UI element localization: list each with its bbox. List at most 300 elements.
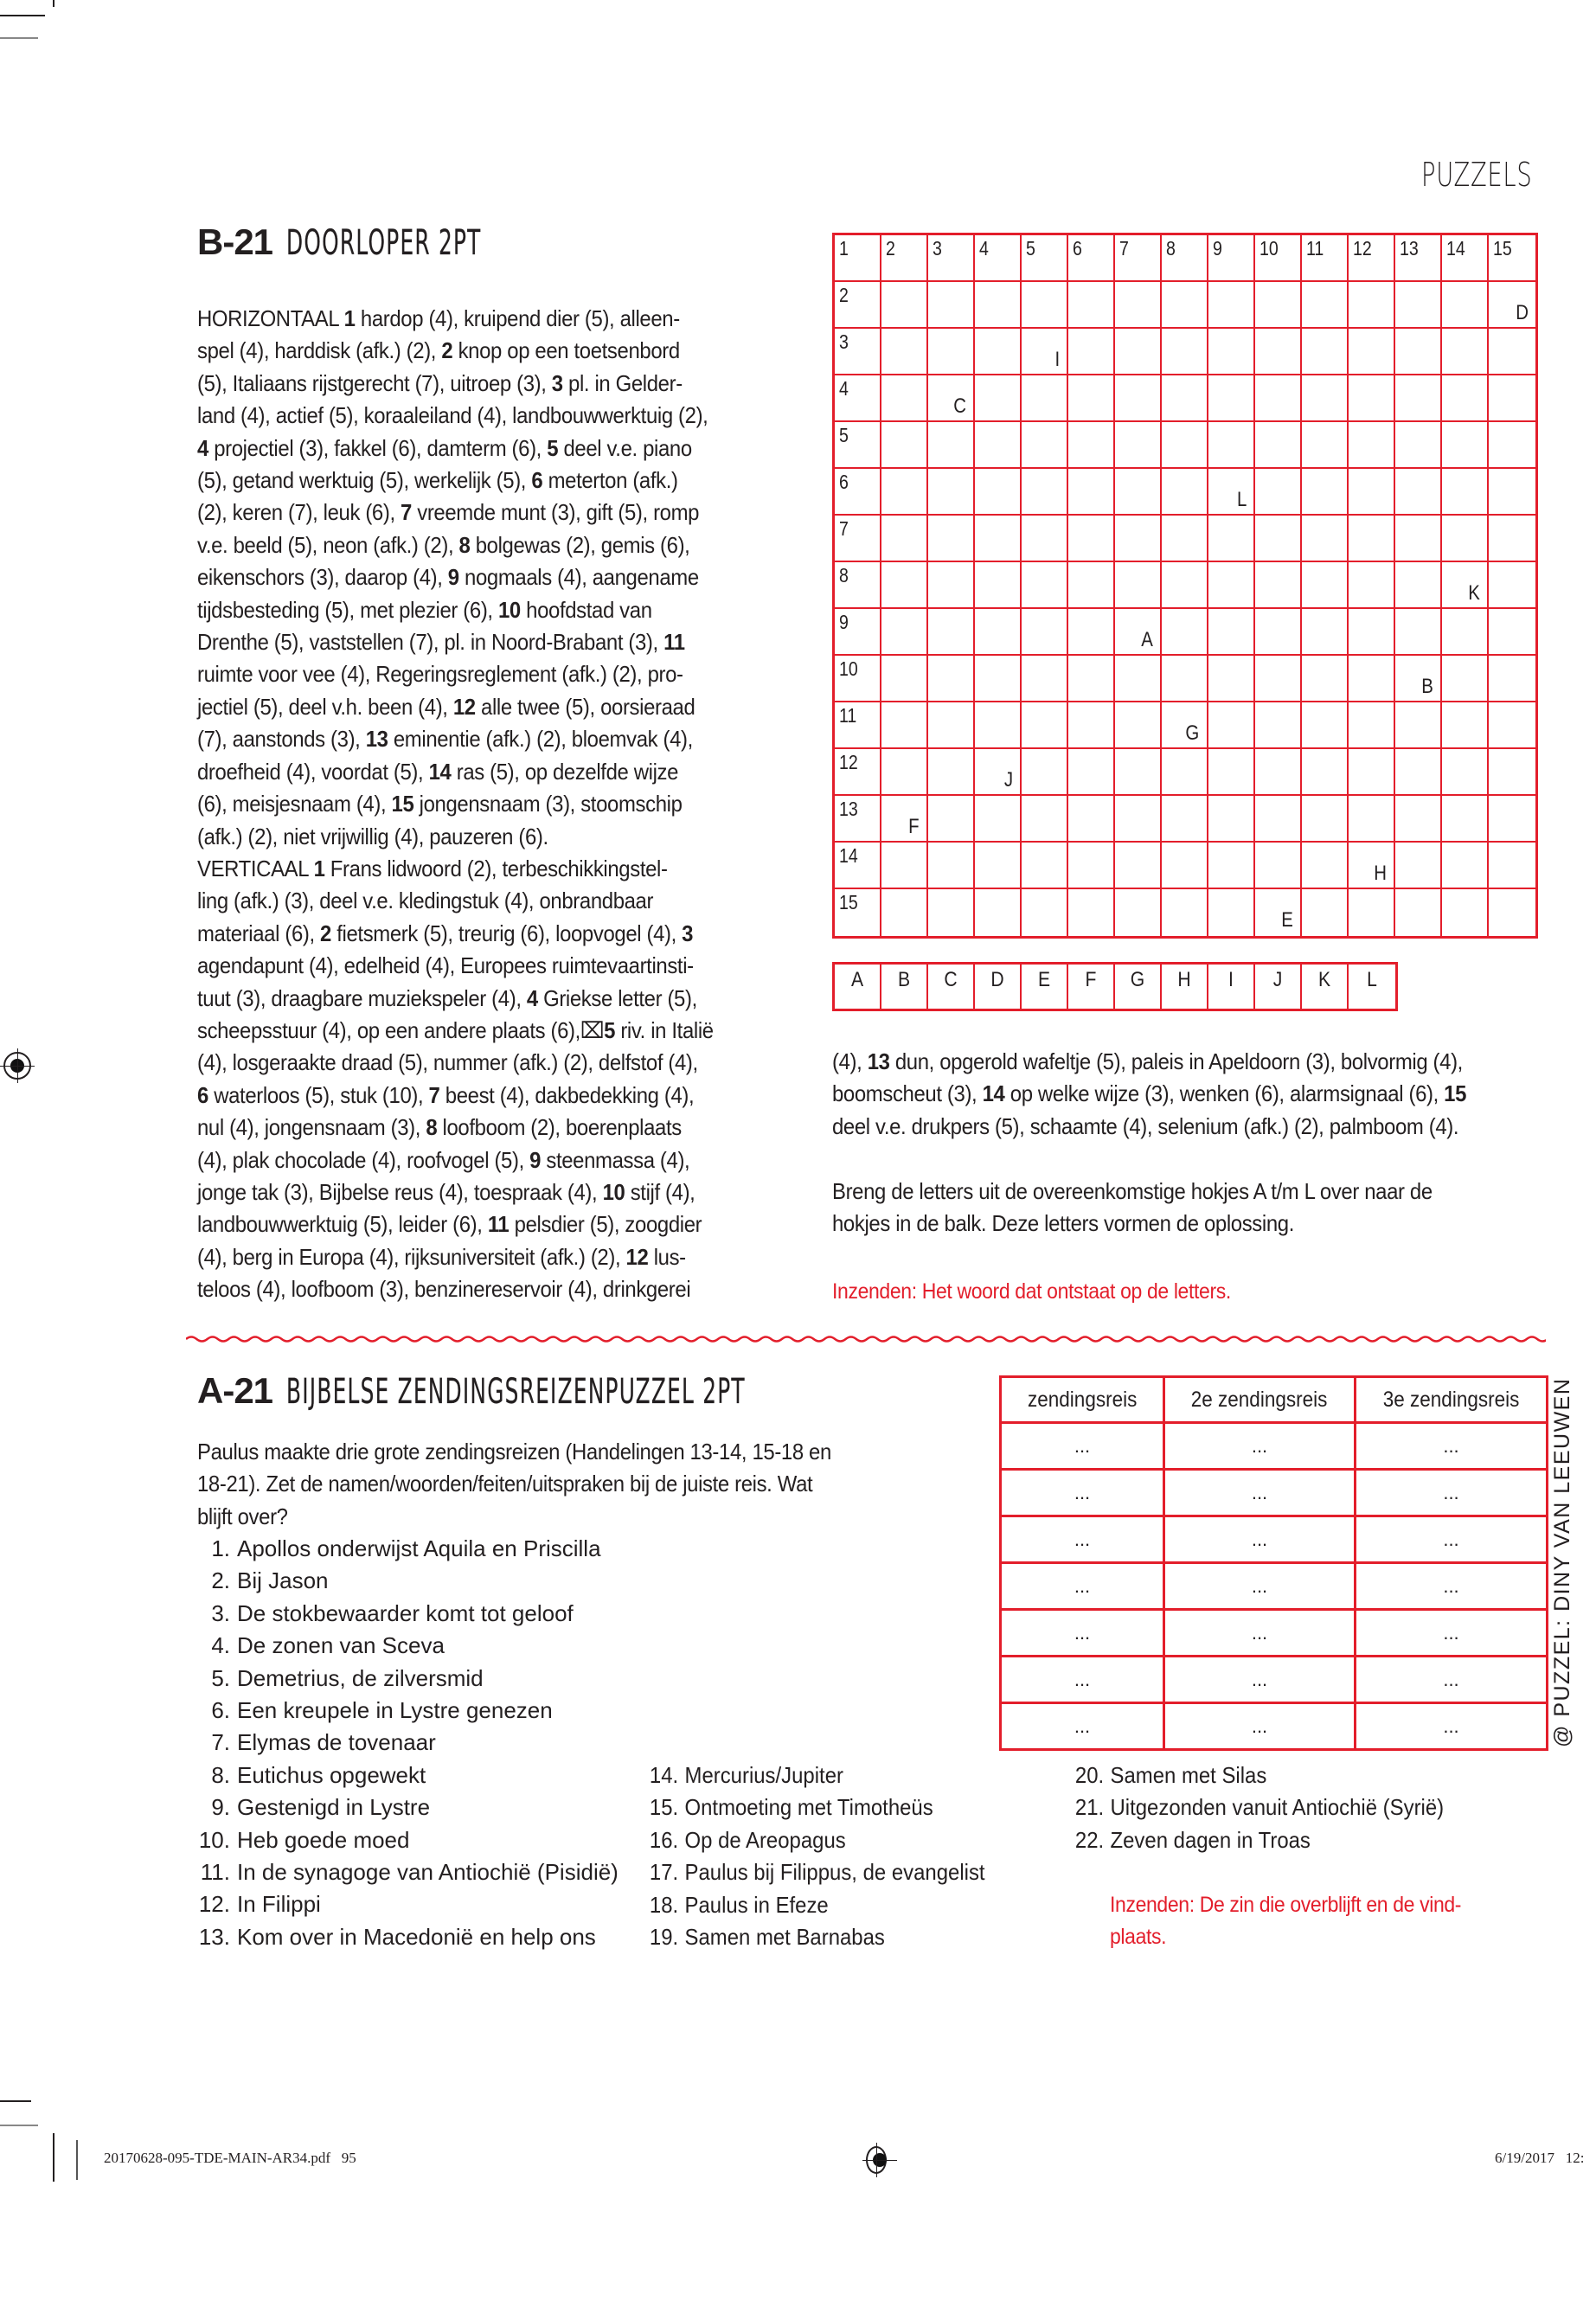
grid-cell[interactable]	[1489, 656, 1535, 702]
clue-line: (4), 13 dun, opgerold wafeltje (5), paleis in Apeldoorn (3), bolvormig (4),	[832, 1048, 1463, 1074]
grid-cell[interactable]	[1068, 282, 1115, 329]
grid-cell[interactable]	[1115, 702, 1162, 749]
grid-cell[interactable]	[1349, 889, 1395, 936]
grid-cell[interactable]	[835, 749, 881, 796]
clue-number: 7	[401, 499, 412, 526]
grid-cell[interactable]	[1442, 749, 1489, 796]
grid-cell[interactable]	[1255, 843, 1302, 889]
answer-cell[interactable]	[975, 965, 1022, 1009]
grid-cell[interactable]	[928, 843, 975, 889]
grid-cell[interactable]	[1255, 656, 1302, 702]
grid-cell[interactable]	[1022, 843, 1068, 889]
grid-cell[interactable]	[1395, 609, 1442, 656]
grid-cell[interactable]	[1489, 562, 1535, 609]
puzzle-credit: @ PUZZEL: DINY VAN LEEUWEN	[1550, 1377, 1574, 1747]
grid-cell[interactable]	[1302, 422, 1349, 469]
grid-cell[interactable]	[1302, 889, 1349, 936]
instruction-line: Breng de letters uit de overeenkomstige hokjes A t/m L over naar de	[832, 1178, 1433, 1204]
answer-cell[interactable]	[1022, 965, 1068, 1009]
answer-slot[interactable]: ...	[1356, 1610, 1548, 1657]
grid-cell[interactable]	[1022, 889, 1068, 936]
grid-cell[interactable]	[1208, 235, 1255, 282]
grid-cell[interactable]	[1255, 796, 1302, 843]
grid-cell[interactable]	[1162, 749, 1208, 796]
grid-cell[interactable]	[881, 469, 928, 516]
grid-cell[interactable]	[1115, 235, 1162, 282]
clue-number: 8	[458, 531, 471, 558]
grid-cell[interactable]	[1349, 843, 1395, 889]
grid-cell[interactable]	[1395, 469, 1442, 516]
grid-cell[interactable]	[1208, 375, 1255, 422]
answer-cell-letter: D	[990, 968, 1004, 991]
answer-slot[interactable]: ...	[1356, 1563, 1548, 1610]
grid-cell[interactable]	[1442, 282, 1489, 329]
grid-cell[interactable]	[1442, 422, 1489, 469]
grid-number: 9	[839, 611, 849, 633]
grid-cell[interactable]	[835, 702, 881, 749]
grid-cell[interactable]	[975, 562, 1022, 609]
grid-cell[interactable]	[1162, 282, 1208, 329]
answer-slot[interactable]: ...	[1164, 1516, 1356, 1563]
grid-cell[interactable]	[1255, 562, 1302, 609]
grid-cell[interactable]	[1302, 282, 1349, 329]
grid-cell[interactable]	[975, 375, 1022, 422]
grid-cell[interactable]	[1068, 562, 1115, 609]
grid-cell[interactable]	[975, 702, 1022, 749]
grid-cell[interactable]	[1395, 235, 1442, 282]
grid-cell[interactable]	[1489, 422, 1535, 469]
grid-cell[interactable]	[1115, 843, 1162, 889]
grid-cell[interactable]	[1115, 375, 1162, 422]
grid-cell[interactable]	[1489, 702, 1535, 749]
grid-cell[interactable]	[1022, 469, 1068, 516]
grid-number: 8	[1166, 237, 1176, 260]
grid-cell[interactable]	[1489, 282, 1535, 329]
grid-cell[interactable]	[1208, 889, 1255, 936]
grid-cell[interactable]	[1442, 609, 1489, 656]
grid-cell[interactable]	[1255, 516, 1302, 562]
grid-cell[interactable]	[881, 562, 928, 609]
grid-cell[interactable]	[1255, 889, 1302, 936]
clue-line: agendapunt (4), edelheid (4), Europees ruimtevaartinsti-	[197, 952, 694, 979]
grid-cell[interactable]	[1489, 329, 1535, 375]
list-item-text: Zeven dagen in Troas	[1110, 1826, 1311, 1853]
grid-cell[interactable]	[1489, 469, 1535, 516]
grid-cell[interactable]	[1489, 749, 1535, 796]
answer-slot[interactable]: ...	[1356, 1423, 1548, 1470]
grid-cell[interactable]	[928, 562, 975, 609]
grid-cell[interactable]	[1022, 702, 1068, 749]
grid-cell[interactable]	[881, 749, 928, 796]
grid-cell[interactable]	[1068, 609, 1115, 656]
grid-cell[interactable]	[1022, 796, 1068, 843]
grid-cell[interactable]	[1395, 749, 1442, 796]
grid-cell[interactable]	[928, 656, 975, 702]
grid-cell[interactable]	[1162, 702, 1208, 749]
grid-cell[interactable]	[1162, 796, 1208, 843]
b21-header	[197, 221, 601, 263]
grid-cell[interactable]	[1068, 702, 1115, 749]
list-item-number: 22.	[1074, 1826, 1105, 1853]
grid-cell[interactable]	[1349, 562, 1395, 609]
grid-cell[interactable]	[1302, 656, 1349, 702]
grid-cell[interactable]	[835, 609, 881, 656]
grid-cell[interactable]	[1349, 516, 1395, 562]
grid-cell[interactable]	[1395, 702, 1442, 749]
grid-cell[interactable]	[1022, 609, 1068, 656]
grid-cell[interactable]	[1162, 375, 1208, 422]
grid-cell[interactable]	[975, 469, 1022, 516]
grid-cell[interactable]	[1162, 609, 1208, 656]
grid-cell[interactable]	[1022, 329, 1068, 375]
grid-cell[interactable]	[975, 329, 1022, 375]
grid-cell[interactable]	[1302, 609, 1349, 656]
a21-submit	[1110, 1889, 1461, 1954]
grid-cell[interactable]	[1115, 329, 1162, 375]
grid-cell[interactable]	[1395, 562, 1442, 609]
grid-cell[interactable]	[1208, 843, 1255, 889]
grid-cell[interactable]	[928, 889, 975, 936]
grid-cell[interactable]	[975, 516, 1022, 562]
grid-cell[interactable]	[1489, 796, 1535, 843]
list-item-text: Eutichus opgewekt	[237, 1761, 426, 1788]
grid-cell[interactable]	[881, 516, 928, 562]
grid-cell[interactable]	[1349, 796, 1395, 843]
grid-number: 9	[1213, 237, 1222, 260]
grid-cell[interactable]	[1068, 422, 1115, 469]
grid-cell[interactable]	[1349, 702, 1395, 749]
zendingsreis-table	[999, 1375, 1548, 1751]
grid-cell[interactable]	[975, 422, 1022, 469]
answer-cell[interactable]	[1162, 965, 1208, 1009]
grid-cell[interactable]	[1068, 749, 1115, 796]
grid-cell[interactable]	[1349, 375, 1395, 422]
grid-cell[interactable]	[1395, 843, 1442, 889]
grid-cell[interactable]	[1302, 843, 1349, 889]
grid-cell[interactable]	[1302, 235, 1349, 282]
grid-cell[interactable]	[1349, 749, 1395, 796]
answer-slot[interactable]: ...	[1001, 1703, 1164, 1750]
grid-cell[interactable]	[1208, 656, 1255, 702]
grid-cell[interactable]	[1162, 329, 1208, 375]
grid-cell[interactable]	[1302, 329, 1349, 375]
answer-cell-letter: F	[1085, 968, 1097, 991]
grid-cell[interactable]	[1115, 656, 1162, 702]
grid-cell[interactable]	[1115, 516, 1162, 562]
grid-cell[interactable]	[1115, 282, 1162, 329]
grid-cell[interactable]	[1162, 469, 1208, 516]
grid-cell[interactable]	[928, 469, 975, 516]
grid-cell[interactable]	[881, 796, 928, 843]
grid-cell[interactable]	[975, 796, 1022, 843]
list-item	[189, 1759, 619, 1791]
grid-number: 15	[839, 891, 858, 913]
grid-cell[interactable]	[1442, 469, 1489, 516]
answer-slot[interactable]: ...	[1164, 1703, 1356, 1750]
grid-cell[interactable]	[1302, 375, 1349, 422]
answer-slot[interactable]: ...	[1001, 1563, 1164, 1610]
grid-cell[interactable]	[1115, 609, 1162, 656]
grid-cell[interactable]	[1442, 562, 1489, 609]
grid-cell[interactable]	[835, 422, 881, 469]
grid-cell[interactable]	[1115, 749, 1162, 796]
grid-cell[interactable]	[1022, 656, 1068, 702]
grid-cell[interactable]	[1302, 702, 1349, 749]
grid-cell[interactable]	[1395, 516, 1442, 562]
grid-cell[interactable]	[1302, 516, 1349, 562]
answer-cell[interactable]	[1302, 965, 1349, 1009]
list-item-text: Kom over in Macedonië en help ons	[237, 1923, 596, 1950]
grid-cell[interactable]	[1349, 235, 1395, 282]
grid-cell[interactable]	[1255, 375, 1302, 422]
grid-cell[interactable]	[1442, 235, 1489, 282]
grid-cell[interactable]	[1489, 889, 1535, 936]
list-item	[640, 1759, 985, 1791]
grid-cell[interactable]	[835, 282, 881, 329]
grid-cell[interactable]	[835, 329, 881, 375]
table-row	[1001, 1657, 1548, 1703]
grid-cell[interactable]	[1068, 656, 1115, 702]
footer-timestamp: 6/19/2017 12:	[1495, 2150, 1585, 2166]
grid-cell[interactable]	[1489, 375, 1535, 422]
grid-cell[interactable]	[1395, 656, 1442, 702]
grid-cell[interactable]	[1395, 422, 1442, 469]
grid-cell[interactable]	[1115, 796, 1162, 843]
grid-cell[interactable]	[1255, 329, 1302, 375]
grid-cell[interactable]	[881, 422, 928, 469]
grid-cell[interactable]	[975, 282, 1022, 329]
grid-cell[interactable]	[1162, 516, 1208, 562]
grid-cell[interactable]	[1022, 375, 1068, 422]
grid-cell[interactable]	[881, 235, 928, 282]
grid-cell[interactable]	[1349, 609, 1395, 656]
grid-cell[interactable]	[881, 889, 928, 936]
grid-cell[interactable]	[1208, 796, 1255, 843]
grid-cell[interactable]	[1115, 469, 1162, 516]
grid-cell[interactable]	[1255, 702, 1302, 749]
grid-cell[interactable]	[835, 656, 881, 702]
grid-cell[interactable]	[1208, 469, 1255, 516]
grid-cell[interactable]	[1302, 469, 1349, 516]
clue-number: 6	[531, 467, 543, 494]
grid-cell[interactable]	[975, 843, 1022, 889]
grid-cell[interactable]	[1349, 656, 1395, 702]
grid-cell[interactable]	[1022, 282, 1068, 329]
grid-cell[interactable]	[1208, 282, 1255, 329]
list-item	[189, 1533, 619, 1565]
clue-line: Drenthe (5), vaststellen (7), pl. in Noord-Brabant (3), 11	[197, 629, 685, 656]
grid-number: 15	[1493, 237, 1512, 260]
answer-slot[interactable]: ...	[1164, 1610, 1356, 1657]
grid-cell[interactable]	[1068, 235, 1115, 282]
grid-cell[interactable]	[835, 889, 881, 936]
grid-cell[interactable]	[1068, 375, 1115, 422]
answer-slot[interactable]: ...	[1164, 1657, 1356, 1703]
answer-slot[interactable]: ...	[1356, 1657, 1548, 1703]
grid-cell[interactable]	[928, 702, 975, 749]
grid-cell[interactable]	[1068, 329, 1115, 375]
grid-cell[interactable]	[1255, 469, 1302, 516]
answer-cell[interactable]	[881, 965, 928, 1009]
grid-cell[interactable]	[835, 375, 881, 422]
answer-slot[interactable]: ...	[1164, 1563, 1356, 1610]
grid-cell[interactable]	[1068, 469, 1115, 516]
grid-cell[interactable]	[1442, 516, 1489, 562]
answer-cell[interactable]	[1349, 965, 1395, 1009]
answer-slot[interactable]: ...	[1356, 1516, 1548, 1563]
grid-cell[interactable]	[1208, 749, 1255, 796]
grid-cell[interactable]	[1302, 562, 1349, 609]
grid-cell[interactable]	[928, 749, 975, 796]
answer-cell[interactable]	[928, 965, 975, 1009]
grid-cell[interactable]	[1208, 422, 1255, 469]
grid-cell[interactable]	[1022, 562, 1068, 609]
grid-cell[interactable]	[928, 422, 975, 469]
grid-cell[interactable]	[881, 609, 928, 656]
grid-cell[interactable]	[1442, 796, 1489, 843]
grid-cell[interactable]	[928, 375, 975, 422]
grid-cell[interactable]	[975, 749, 1022, 796]
grid-cell[interactable]	[1395, 375, 1442, 422]
grid-cell[interactable]	[975, 609, 1022, 656]
answer-slot[interactable]: ...	[1001, 1470, 1164, 1516]
wavy-divider	[186, 1330, 1546, 1348]
grid-cell[interactable]	[975, 889, 1022, 936]
grid-cell[interactable]	[1022, 749, 1068, 796]
answer-slot[interactable]: ...	[1164, 1423, 1356, 1470]
list-item-number: 6.	[211, 1697, 230, 1724]
grid-cell[interactable]	[1349, 422, 1395, 469]
grid-key-letter: C	[952, 394, 966, 418]
grid-cell[interactable]	[1068, 843, 1115, 889]
grid-cell[interactable]	[881, 843, 928, 889]
intro-line: 18-21). Zet de namen/woorden/feiten/uitspraken bij de juiste reis. Wat	[197, 1471, 813, 1497]
grid-cell[interactable]	[1208, 562, 1255, 609]
answer-cell[interactable]	[1068, 965, 1115, 1009]
answer-cell[interactable]	[835, 965, 881, 1009]
grid-cell[interactable]	[881, 702, 928, 749]
list-item-text: Apollos onderwijst Aquila en Priscilla	[237, 1535, 601, 1561]
grid-cell[interactable]	[1255, 422, 1302, 469]
grid-cell[interactable]	[1442, 702, 1489, 749]
grid-cell[interactable]	[835, 843, 881, 889]
grid-cell[interactable]	[835, 796, 881, 843]
grid-cell[interactable]	[1442, 329, 1489, 375]
answer-cell[interactable]	[1255, 965, 1302, 1009]
grid-cell[interactable]	[975, 235, 1022, 282]
grid-cell[interactable]	[835, 469, 881, 516]
list-item	[189, 1921, 619, 1953]
grid-cell[interactable]	[1162, 235, 1208, 282]
grid-cell[interactable]	[1442, 889, 1489, 936]
grid-cell[interactable]	[1115, 562, 1162, 609]
grid-cell[interactable]	[928, 282, 975, 329]
grid-number: 10	[839, 657, 858, 680]
table-row	[1001, 1703, 1548, 1750]
answer-slot[interactable]: ...	[1001, 1657, 1164, 1703]
grid-cell[interactable]	[1395, 796, 1442, 843]
list-item-text: In Filippi	[237, 1891, 321, 1918]
grid-cell[interactable]	[975, 656, 1022, 702]
grid-cell[interactable]	[1255, 609, 1302, 656]
grid-cell[interactable]	[881, 375, 928, 422]
grid-cell[interactable]	[1395, 282, 1442, 329]
grid-cell[interactable]	[1489, 235, 1535, 282]
list-item	[1066, 1791, 1444, 1823]
answer-slot[interactable]: ...	[1356, 1703, 1548, 1750]
list-item-number: 13.	[198, 1923, 230, 1950]
grid-cell[interactable]	[835, 562, 881, 609]
answer-slot[interactable]: ...	[1001, 1610, 1164, 1657]
grid-cell[interactable]	[881, 656, 928, 702]
grid-cell[interactable]	[1208, 516, 1255, 562]
grid-cell[interactable]	[1442, 843, 1489, 889]
answer-slot[interactable]: ...	[1001, 1423, 1164, 1470]
answer-slot[interactable]: ...	[1356, 1470, 1548, 1516]
grid-cell[interactable]	[928, 235, 975, 282]
grid-cell[interactable]	[835, 516, 881, 562]
grid-cell[interactable]	[1162, 422, 1208, 469]
grid-cell[interactable]	[1442, 656, 1489, 702]
grid-cell[interactable]	[1349, 282, 1395, 329]
answer-slot[interactable]: ...	[1164, 1470, 1356, 1516]
grid-cell[interactable]	[1022, 516, 1068, 562]
grid-cell[interactable]	[881, 329, 928, 375]
grid-cell[interactable]	[1068, 516, 1115, 562]
grid-cell[interactable]	[1208, 609, 1255, 656]
grid-cell[interactable]	[928, 609, 975, 656]
grid-cell[interactable]	[1255, 282, 1302, 329]
grid-cell[interactable]	[1395, 329, 1442, 375]
grid-cell[interactable]	[928, 516, 975, 562]
grid-cell[interactable]	[881, 282, 928, 329]
grid-cell[interactable]	[1489, 609, 1535, 656]
grid-cell[interactable]	[1302, 749, 1349, 796]
grid-cell[interactable]	[1395, 889, 1442, 936]
grid-cell[interactable]	[1162, 889, 1208, 936]
grid-cell[interactable]	[928, 796, 975, 843]
grid-cell[interactable]	[1162, 656, 1208, 702]
grid-cell[interactable]	[1255, 235, 1302, 282]
grid-cell[interactable]	[1208, 702, 1255, 749]
grid-cell[interactable]	[1208, 329, 1255, 375]
grid-cell[interactable]	[1162, 562, 1208, 609]
grid-cell[interactable]	[1442, 375, 1489, 422]
answer-cell[interactable]	[1115, 965, 1162, 1009]
grid-cell[interactable]	[1115, 422, 1162, 469]
grid-cell[interactable]	[1022, 235, 1068, 282]
grid-cell[interactable]	[1068, 796, 1115, 843]
clue-line: materiaal (6), 2 fietsmerk (5), treurig (6), loopvogel (4), 3	[197, 920, 694, 946]
clue-line: eikenschors (3), daarop (4), 9 nogmaals (4), aangename	[197, 564, 699, 591]
answer-cell[interactable]	[1208, 965, 1255, 1009]
grid-cell[interactable]	[1489, 843, 1535, 889]
grid-cell[interactable]	[1489, 516, 1535, 562]
grid-cell[interactable]	[1302, 796, 1349, 843]
clue-line: HORIZONTAAL 1 hardop (4), kruipend dier (5), alleen-	[197, 305, 680, 331]
grid-cell[interactable]	[1162, 843, 1208, 889]
answer-slot[interactable]: ...	[1001, 1516, 1164, 1563]
grid-cell[interactable]	[835, 235, 881, 282]
grid-cell[interactable]	[1022, 422, 1068, 469]
grid-cell[interactable]	[1349, 329, 1395, 375]
grid-cell[interactable]	[928, 329, 975, 375]
grid-cell[interactable]	[1115, 889, 1162, 936]
grid-cell[interactable]	[1255, 749, 1302, 796]
grid-cell[interactable]	[1349, 469, 1395, 516]
grid-cell[interactable]	[1068, 889, 1115, 936]
grid-number: 10	[1259, 237, 1279, 260]
